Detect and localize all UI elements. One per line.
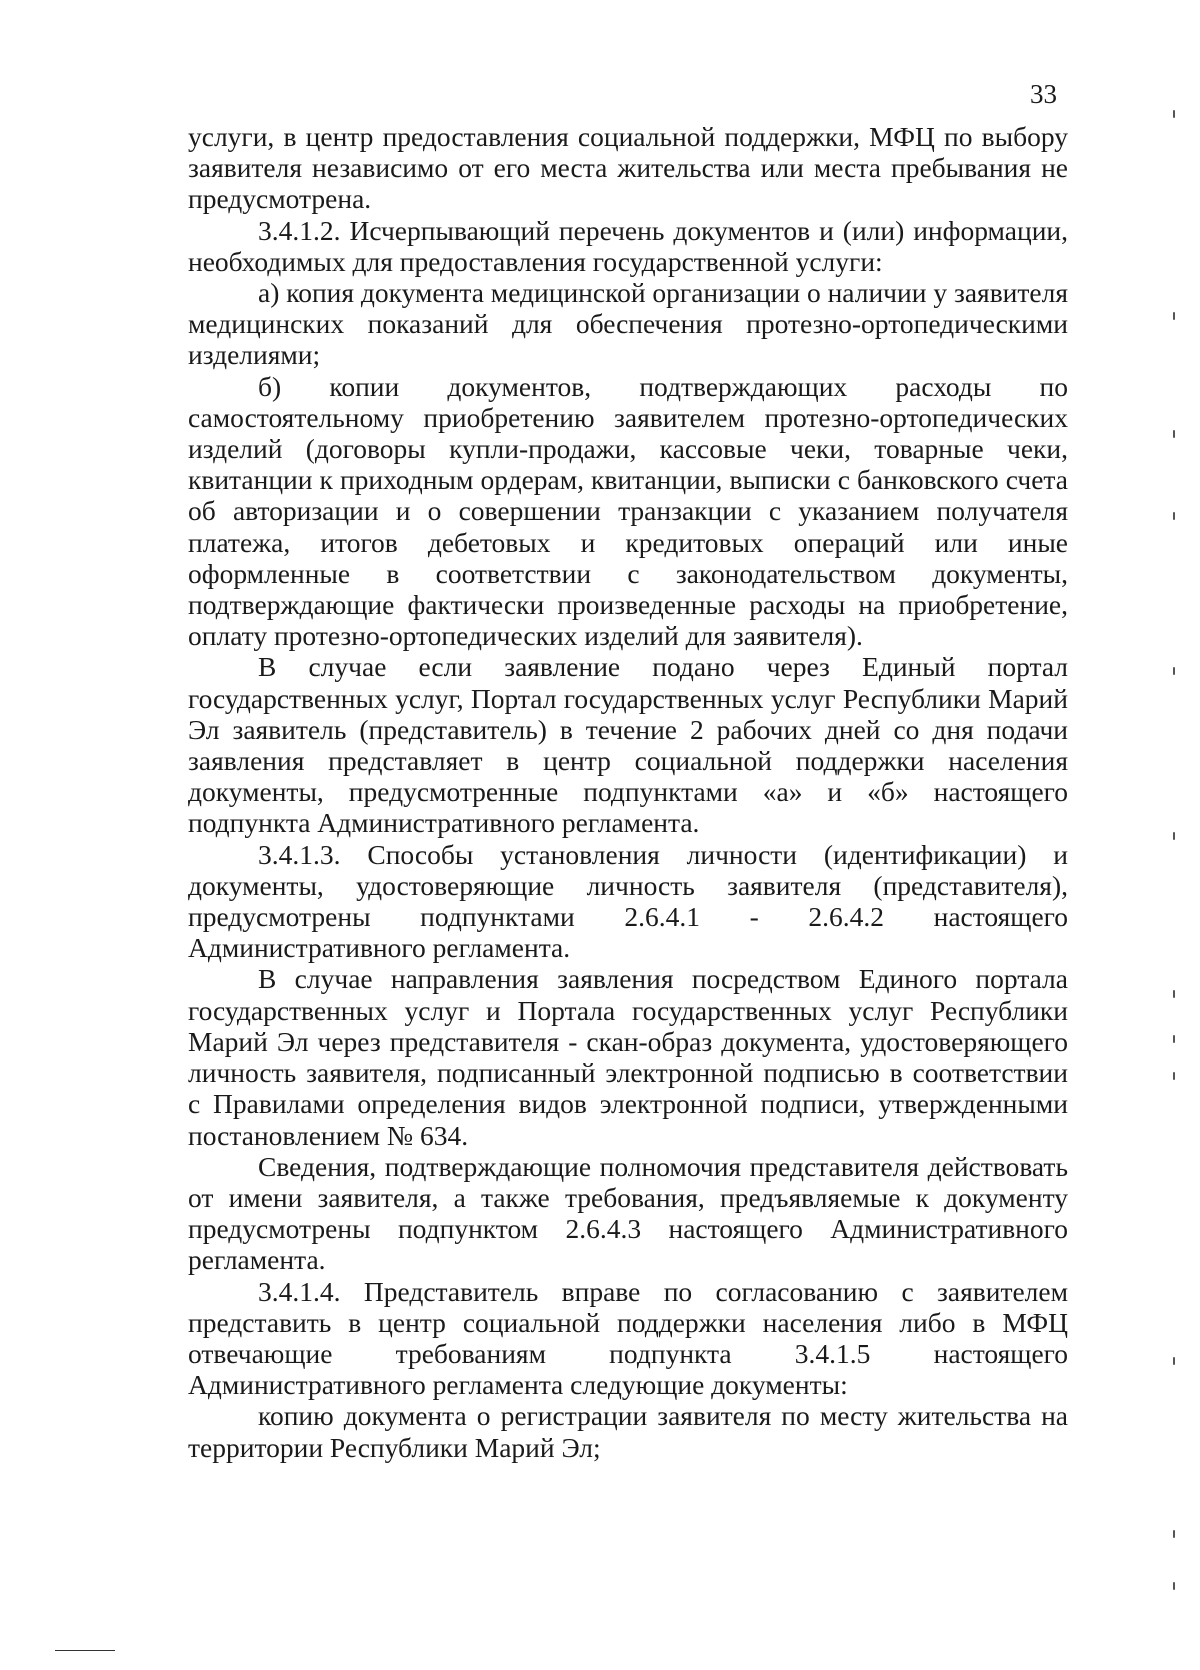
footnote-rule: [55, 1650, 115, 1651]
paragraph-representative-scan: В случае направления заявления посредством Единого портала государственных услуг и Портала государственных услуг Республики Марий Эл через представителя - скан-образ документа, удостоверяющего личность заявителя, подписанный электронной подписью в соответствии с Правилами определения видов электронной подписи, утвержденными постановлением № 634.: [188, 963, 1068, 1151]
scan-mark: [1173, 512, 1175, 520]
paragraph-portal-submission: В случае если заявление подано через Единый портал государственных услуг, Портал государственных услуг Республики Марий Эл заявитель (представитель) в течение 2 рабочих дней со дня подачи заявления представляет в центр социальной поддержки населения документы, предусмотренные подпунктами «а» и «б» настоящего подпункта Административного регламента.: [188, 651, 1068, 839]
paragraph-3-4-1-4: 3.4.1.4. Представитель вправе по согласованию с заявителем представить в центр социальной поддержки населения либо в МФЦ отвечающие требованиям подпункта 3.4.1.5 настоящего Административного регламента следующие документы:: [188, 1275, 1068, 1401]
paragraph-registration-copy: копию документа о регистрации заявителя по месту жительства на территории Республики Марий Эл;: [188, 1400, 1068, 1463]
scan-mark: [1173, 832, 1175, 840]
scan-mark: [1173, 1530, 1175, 1538]
paragraph-continuation: услуги, в центр предоставления социальной поддержки, МФЦ по выбору заявителя независимо от его места жительства или места пребывания не предусмотрена.: [188, 121, 1068, 215]
paragraph-3-4-1-3: 3.4.1.3. Способы установления личности (идентификации) и документы, удостоверяющие личность заявителя (представителя), предусмотрены подпунктами 2.6.4.1 - 2.6.4.2 настоящего Административного регламента.: [188, 838, 1068, 964]
scan-mark: [1173, 1582, 1175, 1590]
scan-mark: [1173, 1035, 1175, 1043]
paragraph-representative-authority: Сведения, подтверждающие полномочия представителя действовать от имени заявителя, а также требования, предъявляемые к документу предусмотрены подпунктом 2.6.4.3 настоящего Административного регламента.: [188, 1150, 1068, 1276]
scan-mark: [1173, 1072, 1175, 1080]
paragraph-3-4-1-2: 3.4.1.2. Исчерпывающий перечень документов и (или) информации, необходимых для предоставления государственной услуги:: [188, 214, 1068, 277]
list-item-a: а) копия документа медицинской организации о наличии у заявителя медицинских показаний для обеспечения протезно-ортопедическими изделиями;: [188, 277, 1068, 371]
scan-mark: [1173, 990, 1175, 998]
scan-mark: [1173, 430, 1175, 438]
scan-mark: [1173, 667, 1175, 675]
page-number: 33: [1030, 79, 1057, 109]
list-item-b: б) копии документов, подтверждающих расходы по самостоятельному приобретению заявителем протезно-ортопедических изделий (договоры купли-продажи, кассовые чеки, товарные чеки, квитанции к приходным ордерам, квитанции, выписки с банковского счета об авторизации и о совершении транзакции с указанием получателя платежа, итогов дебетовых и кредитовых операций или иные оформленные в соответствии с законодательством документы, подтверждающие фактически произведенные расходы на приобретение, оплату протезно-ортопедических изделий для заявителя).: [188, 370, 1068, 652]
scan-mark: [1173, 312, 1175, 320]
scan-mark: [1173, 110, 1175, 118]
scan-mark: [1173, 1357, 1175, 1365]
document-body: [188, 121, 1068, 1463]
